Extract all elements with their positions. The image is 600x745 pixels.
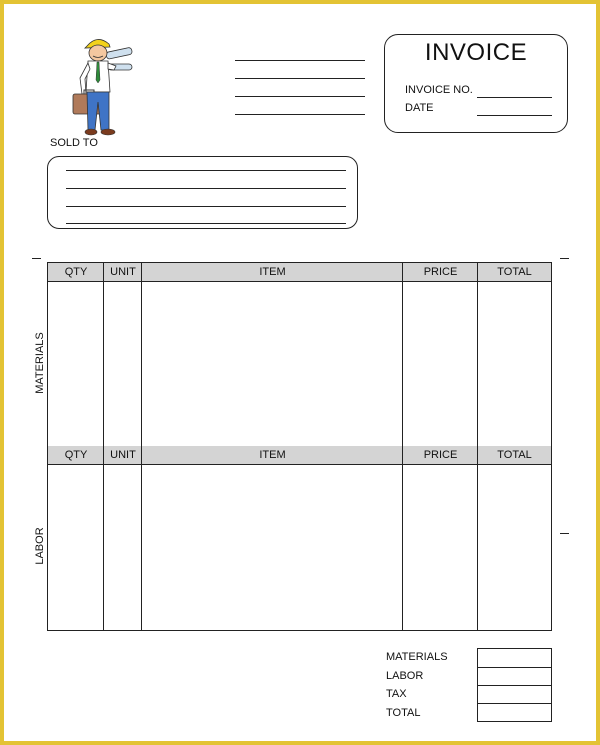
company-line[interactable] xyxy=(235,96,365,97)
summary-row-divider xyxy=(478,703,551,704)
date-field[interactable] xyxy=(477,115,552,116)
construction-worker-icon xyxy=(68,34,134,140)
summary-labor-label: LABOR xyxy=(386,670,424,682)
column-header-unit: UNIT xyxy=(110,449,136,461)
column-header-item: ITEM xyxy=(259,266,286,278)
fold-mark xyxy=(560,258,569,259)
labor-section-label: LABOR xyxy=(34,527,46,565)
invoice-info-box xyxy=(384,34,568,133)
summary-total-label: TOTAL xyxy=(386,707,421,719)
sold-to-label: SOLD TO xyxy=(50,137,98,149)
company-line[interactable] xyxy=(235,114,365,115)
company-line[interactable] xyxy=(235,60,365,61)
sold-to-line[interactable] xyxy=(66,206,346,207)
column-header-item: ITEM xyxy=(259,449,286,461)
column-header-total: TOTAL xyxy=(497,266,532,278)
column-header-unit: UNIT xyxy=(110,266,136,278)
invoice-title: INVOICE xyxy=(424,39,528,66)
summary-row-divider xyxy=(478,685,551,686)
summary-materials-label: MATERIALS xyxy=(386,651,448,663)
sold-to-line[interactable] xyxy=(66,188,346,189)
invoice-number-label: INVOICE NO. xyxy=(405,84,473,96)
column-header-total: TOTAL xyxy=(497,449,532,461)
summary-box xyxy=(477,648,552,722)
summary-row-divider xyxy=(478,667,551,668)
column-header-qty: QTY xyxy=(64,449,88,461)
company-line[interactable] xyxy=(235,78,365,79)
sold-to-box xyxy=(47,156,358,229)
materials-section-label: MATERIALS xyxy=(34,332,46,394)
sold-to-line[interactable] xyxy=(66,223,346,224)
invoice-number-field[interactable] xyxy=(477,97,552,98)
column-header-price: PRICE xyxy=(423,266,458,278)
sold-to-line[interactable] xyxy=(66,170,346,171)
column-header-price: PRICE xyxy=(423,449,458,461)
column-header-qty: QTY xyxy=(64,266,88,278)
date-label: DATE xyxy=(405,102,434,114)
summary-tax-label: TAX xyxy=(386,688,407,700)
fold-mark xyxy=(560,533,569,534)
items-table xyxy=(47,262,552,631)
fold-mark xyxy=(32,258,41,259)
